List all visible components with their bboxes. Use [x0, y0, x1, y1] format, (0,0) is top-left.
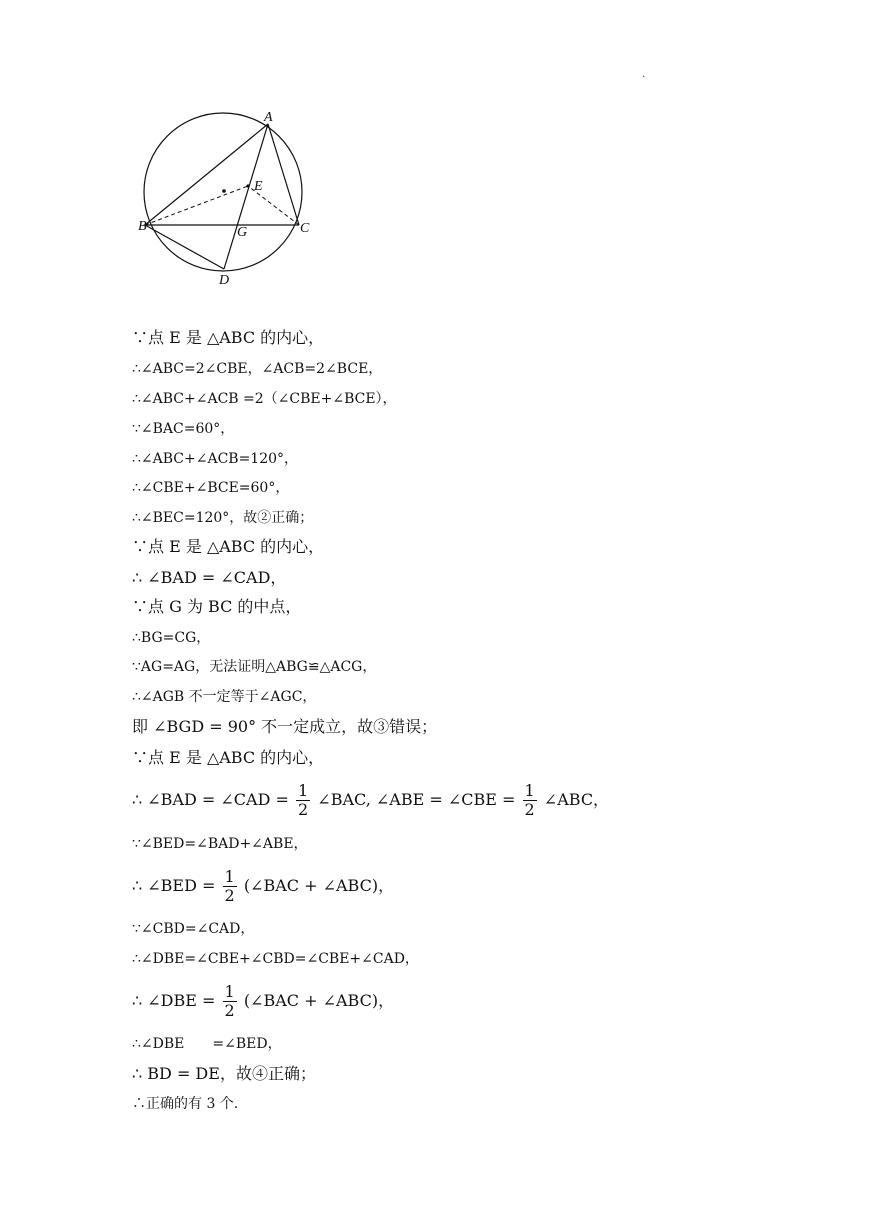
solution-line: ∵点 E 是 △ABC 的内心， — [132, 748, 325, 767]
solution-line: ∴∠AGB 不一定等于∠AGC， — [132, 689, 317, 705]
solution-line: ∵点 E 是 △ABC 的内心， — [132, 328, 325, 347]
fraction-denominator: 2 — [224, 1001, 235, 1020]
label-A: A — [264, 110, 273, 125]
solution-line: ∴∠BEC=120°，故②正确； — [132, 510, 314, 526]
header-mark: · — [642, 72, 646, 83]
solution-line: ∴∠DBE =∠BED， — [132, 1036, 282, 1052]
fraction-half — [223, 868, 237, 905]
segment-AB — [145, 124, 268, 225]
solution-line: ∴∠DBE=∠CBE+∠CBD=∠CBE+∠CAD， — [132, 951, 419, 967]
solution-line: ∵∠BED=∠BAD+∠ABE， — [132, 836, 308, 852]
frac-line-prefix: ∴ ∠BED = — [132, 876, 216, 895]
fraction-half — [223, 983, 237, 1020]
circle-center-point — [222, 189, 226, 193]
fraction-denominator: 2 — [298, 800, 309, 819]
segment-AD — [224, 124, 268, 269]
solution-line: ∴∠ABC=2∠CBE，∠ACB=2∠BCE， — [132, 361, 383, 377]
frac-line-suffix: ∠ABC， — [543, 790, 610, 809]
label-G: G — [237, 225, 248, 240]
frac-line-suffix: (∠BAC + ∠ABC)， — [243, 876, 395, 895]
fraction-half — [523, 782, 537, 819]
fraction-denominator: 2 — [524, 800, 535, 819]
fraction-numerator: 1 — [224, 982, 235, 1001]
label-D: D — [219, 273, 230, 288]
solution-line: ∵点 G 为 BC 的中点， — [132, 597, 302, 616]
segment-AC — [268, 124, 299, 225]
label-C: C — [300, 221, 310, 236]
solution-line: ∴BG=CG， — [132, 630, 211, 646]
solution-line: ∴∠CBE+∠BCE=60°， — [132, 480, 290, 496]
solution-line: ∴ BD = DE，故④正确； — [132, 1064, 316, 1083]
solution-line: ∵∠BAC=60°， — [132, 421, 235, 437]
fraction-line-bad-cad — [132, 782, 609, 819]
label-E: E — [254, 179, 263, 194]
solution-line: ∵∠CBD=∠CAD， — [132, 921, 255, 937]
segment-BD — [145, 225, 224, 269]
segment-BE — [145, 186, 248, 225]
solution-line: ∵AG=AG，无法证明△ABG≌△ACG， — [132, 659, 377, 675]
frac-line-prefix: ∴ ∠BAD = ∠CAD = — [132, 790, 289, 809]
frac-line-prefix: ∴ ∠DBE = — [132, 991, 216, 1010]
solution-line: ∴∠ABC+∠ACB =2（∠CBE+∠BCE）， — [132, 391, 397, 407]
point-E — [246, 184, 249, 187]
fraction-half — [296, 782, 310, 819]
geometry-figure — [128, 102, 328, 294]
frac-line-suffix: (∠BAC + ∠ABC)， — [243, 991, 395, 1010]
fraction-line-dbe — [132, 983, 394, 1020]
solution-line: ∴正确的有 3 个. — [132, 1096, 239, 1112]
solution-line: ∴ ∠BAD = ∠CAD， — [132, 568, 287, 587]
solution-line: 即 ∠BGD = 90° 不一定成立，故③错误； — [132, 717, 438, 736]
fraction-numerator: 1 — [524, 781, 535, 800]
fraction-line-bed — [132, 868, 394, 905]
fraction-numerator: 1 — [224, 867, 235, 886]
fraction-denominator: 2 — [224, 886, 235, 905]
frac-line-mid: ∠BAC, ∠ABE = ∠CBE = — [317, 790, 516, 809]
solution-line: ∵点 E 是 △ABC 的内心， — [132, 537, 325, 556]
label-B: B — [138, 219, 147, 234]
fraction-numerator: 1 — [298, 781, 309, 800]
solution-line: ∴∠ABC+∠ACB=120°， — [132, 451, 299, 467]
